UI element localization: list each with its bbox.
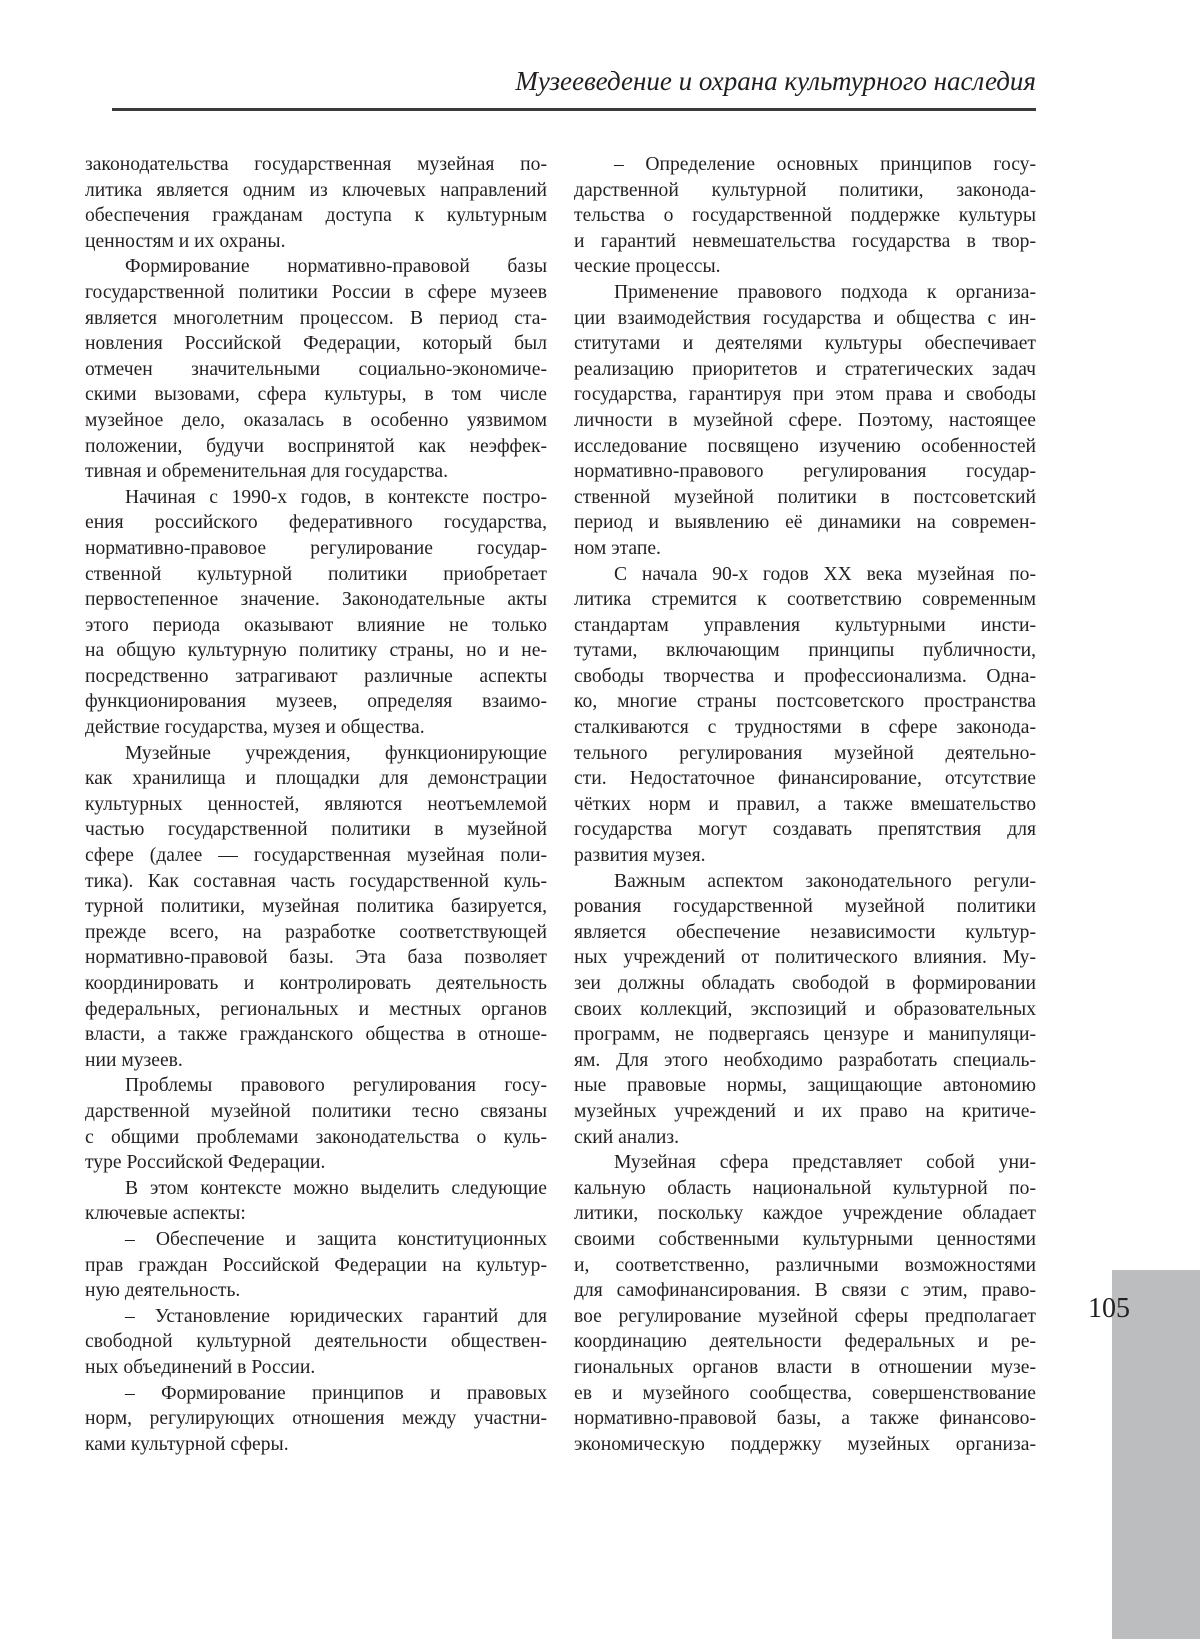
text-line: сталкиваются с трудностями в сфере законода- xyxy=(574,715,1036,741)
text-line: зеи должны обладать свободой в формировании xyxy=(574,971,1036,997)
text-line: свободы творчества и профессионализма. Одна- xyxy=(574,664,1036,690)
column-right xyxy=(574,152,1036,1457)
text-line: обеспечения гражданам доступа к культурным xyxy=(85,203,547,229)
text-line: координацию деятельности федеральных и ре- xyxy=(574,1329,1036,1355)
running-header: Музееведение и охрана культурного наследия xyxy=(515,66,1036,97)
text-line: развития музея. xyxy=(574,843,1036,869)
text-line: кальную область национальной культурной по- xyxy=(574,1176,1036,1202)
text-line: сфере (далее — государственная музейная поли- xyxy=(85,843,547,869)
text-line: Начиная с 1990-х годов, в контексте постро- xyxy=(85,485,547,511)
paragraph xyxy=(85,1381,547,1458)
text-line: стандартам управления культурными инсти- xyxy=(574,613,1036,639)
text-line: нормативно-правового регулирования государ- xyxy=(574,459,1036,485)
text-line: Применение правового подхода к организа- xyxy=(574,280,1036,306)
text-line: музейное дело, оказалась в особенно уязвимом xyxy=(85,408,547,434)
text-line: дарственной музейной политики тесно связаны xyxy=(85,1099,547,1125)
text-line: нии музеев. xyxy=(85,1048,547,1074)
paragraph xyxy=(574,869,1036,1151)
text-line: тика). Как составная часть государственной куль- xyxy=(85,869,547,895)
text-line: Формирование нормативно-правовой базы xyxy=(85,254,547,280)
text-line: власти, а также гражданского общества в отноше- xyxy=(85,1022,547,1048)
text-line: – Обеспечение и защита конституционных xyxy=(85,1227,547,1253)
text-line: музейных учреждений и их право на критиче- xyxy=(574,1099,1036,1125)
text-line: Важным аспектом законодательного регули- xyxy=(574,869,1036,895)
text-line: нормативно-правовой базы, а также финансово- xyxy=(574,1406,1036,1432)
paragraph xyxy=(85,485,547,741)
paragraph xyxy=(85,741,547,1074)
text-line: первостепенное значение. Законодательные акты xyxy=(85,587,547,613)
text-line: дарственной культурной политики, законода- xyxy=(574,178,1036,204)
text-line: чётких норм и правил, а также вмешательство xyxy=(574,792,1036,818)
text-line: реализацию приоритетов и стратегических задач xyxy=(574,357,1036,383)
text-line: ные правовые нормы, защищающие автономию xyxy=(574,1073,1036,1099)
text-line: программ, не подвергаясь цензуре и манипуляци- xyxy=(574,1022,1036,1048)
text-line: тивная и обременительная для государства. xyxy=(85,459,547,485)
header-rule xyxy=(112,108,1036,111)
text-line: скими вызовами, сфера культуры, в том числе xyxy=(85,382,547,408)
paragraph xyxy=(574,280,1036,562)
text-line: ев и музейного сообщества, совершенствование xyxy=(574,1381,1036,1407)
text-line: свободной культурной деятельности обществен- xyxy=(85,1329,547,1355)
text-line: Музейные учреждения, функционирующие xyxy=(85,741,547,767)
text-line: функционирования музеев, определяя взаимо- xyxy=(85,689,547,715)
text-line: новления Российской Федерации, который был xyxy=(85,331,547,357)
text-line: вое регулирование музейной сферы предполагает xyxy=(574,1304,1036,1330)
text-line: ственной культурной политики приобретает xyxy=(85,562,547,588)
text-line: экономическую поддержку музейных организа- xyxy=(574,1432,1036,1458)
text-line: исследование посвящено изучению особенностей xyxy=(574,434,1036,460)
text-line: литики, поскольку каждое учреждение обладает xyxy=(574,1201,1036,1227)
text-line: является многолетним процессом. В период ста- xyxy=(85,306,547,332)
text-line: ками культурной сферы. xyxy=(85,1432,547,1458)
text-line: и гарантий невмешательства государства в твор- xyxy=(574,229,1036,255)
text-line: ский анализ. xyxy=(574,1125,1036,1151)
text-line: тельства о государственной поддержке культуры xyxy=(574,203,1036,229)
text-line: ных учреждений от политического влияния. Му- xyxy=(574,945,1036,971)
text-line: тутами, включающим принципы публичности, xyxy=(574,638,1036,664)
text-line: частью государственной политики в музейной xyxy=(85,817,547,843)
text-line: действие государства, музея и общества. xyxy=(85,715,547,741)
text-line: ения российского федеративного государства, xyxy=(85,510,547,536)
text-line: период и выявлению её динамики на современ- xyxy=(574,510,1036,536)
text-line: государства могут создавать препятствия для xyxy=(574,817,1036,843)
text-line: рования государственной музейной политики xyxy=(574,894,1036,920)
text-line: ную деятельность. xyxy=(85,1278,547,1304)
text-line: ям. Для этого необходимо разработать специаль- xyxy=(574,1048,1036,1074)
paragraph xyxy=(574,1150,1036,1457)
text-line: отмечен значительными социально-экономиче- xyxy=(85,357,547,383)
text-line: сти. Недостаточное финансирование, отсутствие xyxy=(574,766,1036,792)
text-line: своими собственными культурными ценностями xyxy=(574,1227,1036,1253)
text-line: литика является одним из ключевых направлений xyxy=(85,178,547,204)
paragraph xyxy=(85,1227,547,1304)
text-line: – Формирование принципов и правовых xyxy=(85,1381,547,1407)
text-line: Музейная сфера представляет собой уни- xyxy=(574,1150,1036,1176)
paragraph xyxy=(574,152,1036,280)
text-line: своих коллекций, экспозиций и образовательных xyxy=(574,997,1036,1023)
paragraph xyxy=(85,1304,547,1381)
paragraph xyxy=(85,1073,547,1175)
text-line: В этом контексте можно выделить следующие xyxy=(85,1176,547,1202)
paragraph xyxy=(85,152,547,254)
text-line: координировать и контролировать деятельность xyxy=(85,971,547,997)
text-line: государственной политики России в сфере музеев xyxy=(85,280,547,306)
text-line: норм, регулирующих отношения между участни- xyxy=(85,1406,547,1432)
text-line: как хранилища и площадки для демонстрации xyxy=(85,766,547,792)
text-line: ческие процессы. xyxy=(574,254,1036,280)
text-line: положении, будучи воспринятой как неэффек- xyxy=(85,434,547,460)
paragraph xyxy=(85,1176,547,1227)
text-line: прежде всего, на разработке соответствующей xyxy=(85,920,547,946)
text-line: ции взаимодействия государства и общества с ин- xyxy=(574,306,1036,332)
text-line: ных объединений в России. xyxy=(85,1355,547,1381)
text-line: нормативно-правовой базы. Эта база позволяет xyxy=(85,945,547,971)
text-line: ном этапе. xyxy=(574,536,1036,562)
text-line: гиональных органов власти в отношении музе- xyxy=(574,1355,1036,1381)
text-line: С начала 90-х годов XX века музейная по- xyxy=(574,562,1036,588)
text-line: ко, многие страны постсоветского пространства xyxy=(574,689,1036,715)
text-line: ключевые аспекты: xyxy=(85,1201,547,1227)
text-line: литика стремится к соответствию современным xyxy=(574,587,1036,613)
text-line: государства, гарантируя при этом права и свободы xyxy=(574,382,1036,408)
text-line: туре Российской Федерации. xyxy=(85,1150,547,1176)
text-line: ститутами и деятелями культуры обеспечивает xyxy=(574,331,1036,357)
text-line: на общую культурную политику страны, но и не- xyxy=(85,638,547,664)
text-line: нормативно-правовое регулирование государ- xyxy=(85,536,547,562)
text-line: посредственно затрагивают различные аспекты xyxy=(85,664,547,690)
text-line: прав граждан Российской Федерации на культур- xyxy=(85,1253,547,1279)
text-line: этого периода оказывают влияние не только xyxy=(85,613,547,639)
paragraph xyxy=(85,254,547,484)
text-line: личности в музейной сфере. Поэтому, настоящее xyxy=(574,408,1036,434)
column-left xyxy=(85,152,547,1457)
text-line: культурных ценностей, являются неотъемлемой xyxy=(85,792,547,818)
text-line: является обеспечение независимости культур- xyxy=(574,920,1036,946)
page-tab xyxy=(1112,1270,1200,1639)
page-number: 105 xyxy=(1088,1293,1130,1325)
text-line: ценностям и их охраны. xyxy=(85,229,547,255)
text-line: – Установление юридических гарантий для xyxy=(85,1304,547,1330)
text-line: ственной музейной политики в постсоветский xyxy=(574,485,1036,511)
text-line: – Определение основных принципов госу- xyxy=(574,152,1036,178)
text-line: и, соответственно, различными возможностями xyxy=(574,1253,1036,1279)
text-line: с общими проблемами законодательства о куль- xyxy=(85,1125,547,1151)
text-line: федеральных, региональных и местных органов xyxy=(85,997,547,1023)
text-line: тельного регулирования музейной деятельно- xyxy=(574,741,1036,767)
text-line: турной политики, музейная политика базируется, xyxy=(85,894,547,920)
text-line: Проблемы правового регулирования госу- xyxy=(85,1073,547,1099)
paragraph xyxy=(574,562,1036,869)
text-line: законодательства государственная музейная по- xyxy=(85,152,547,178)
text-line: для самофинансирования. В связи с этим, право- xyxy=(574,1278,1036,1304)
